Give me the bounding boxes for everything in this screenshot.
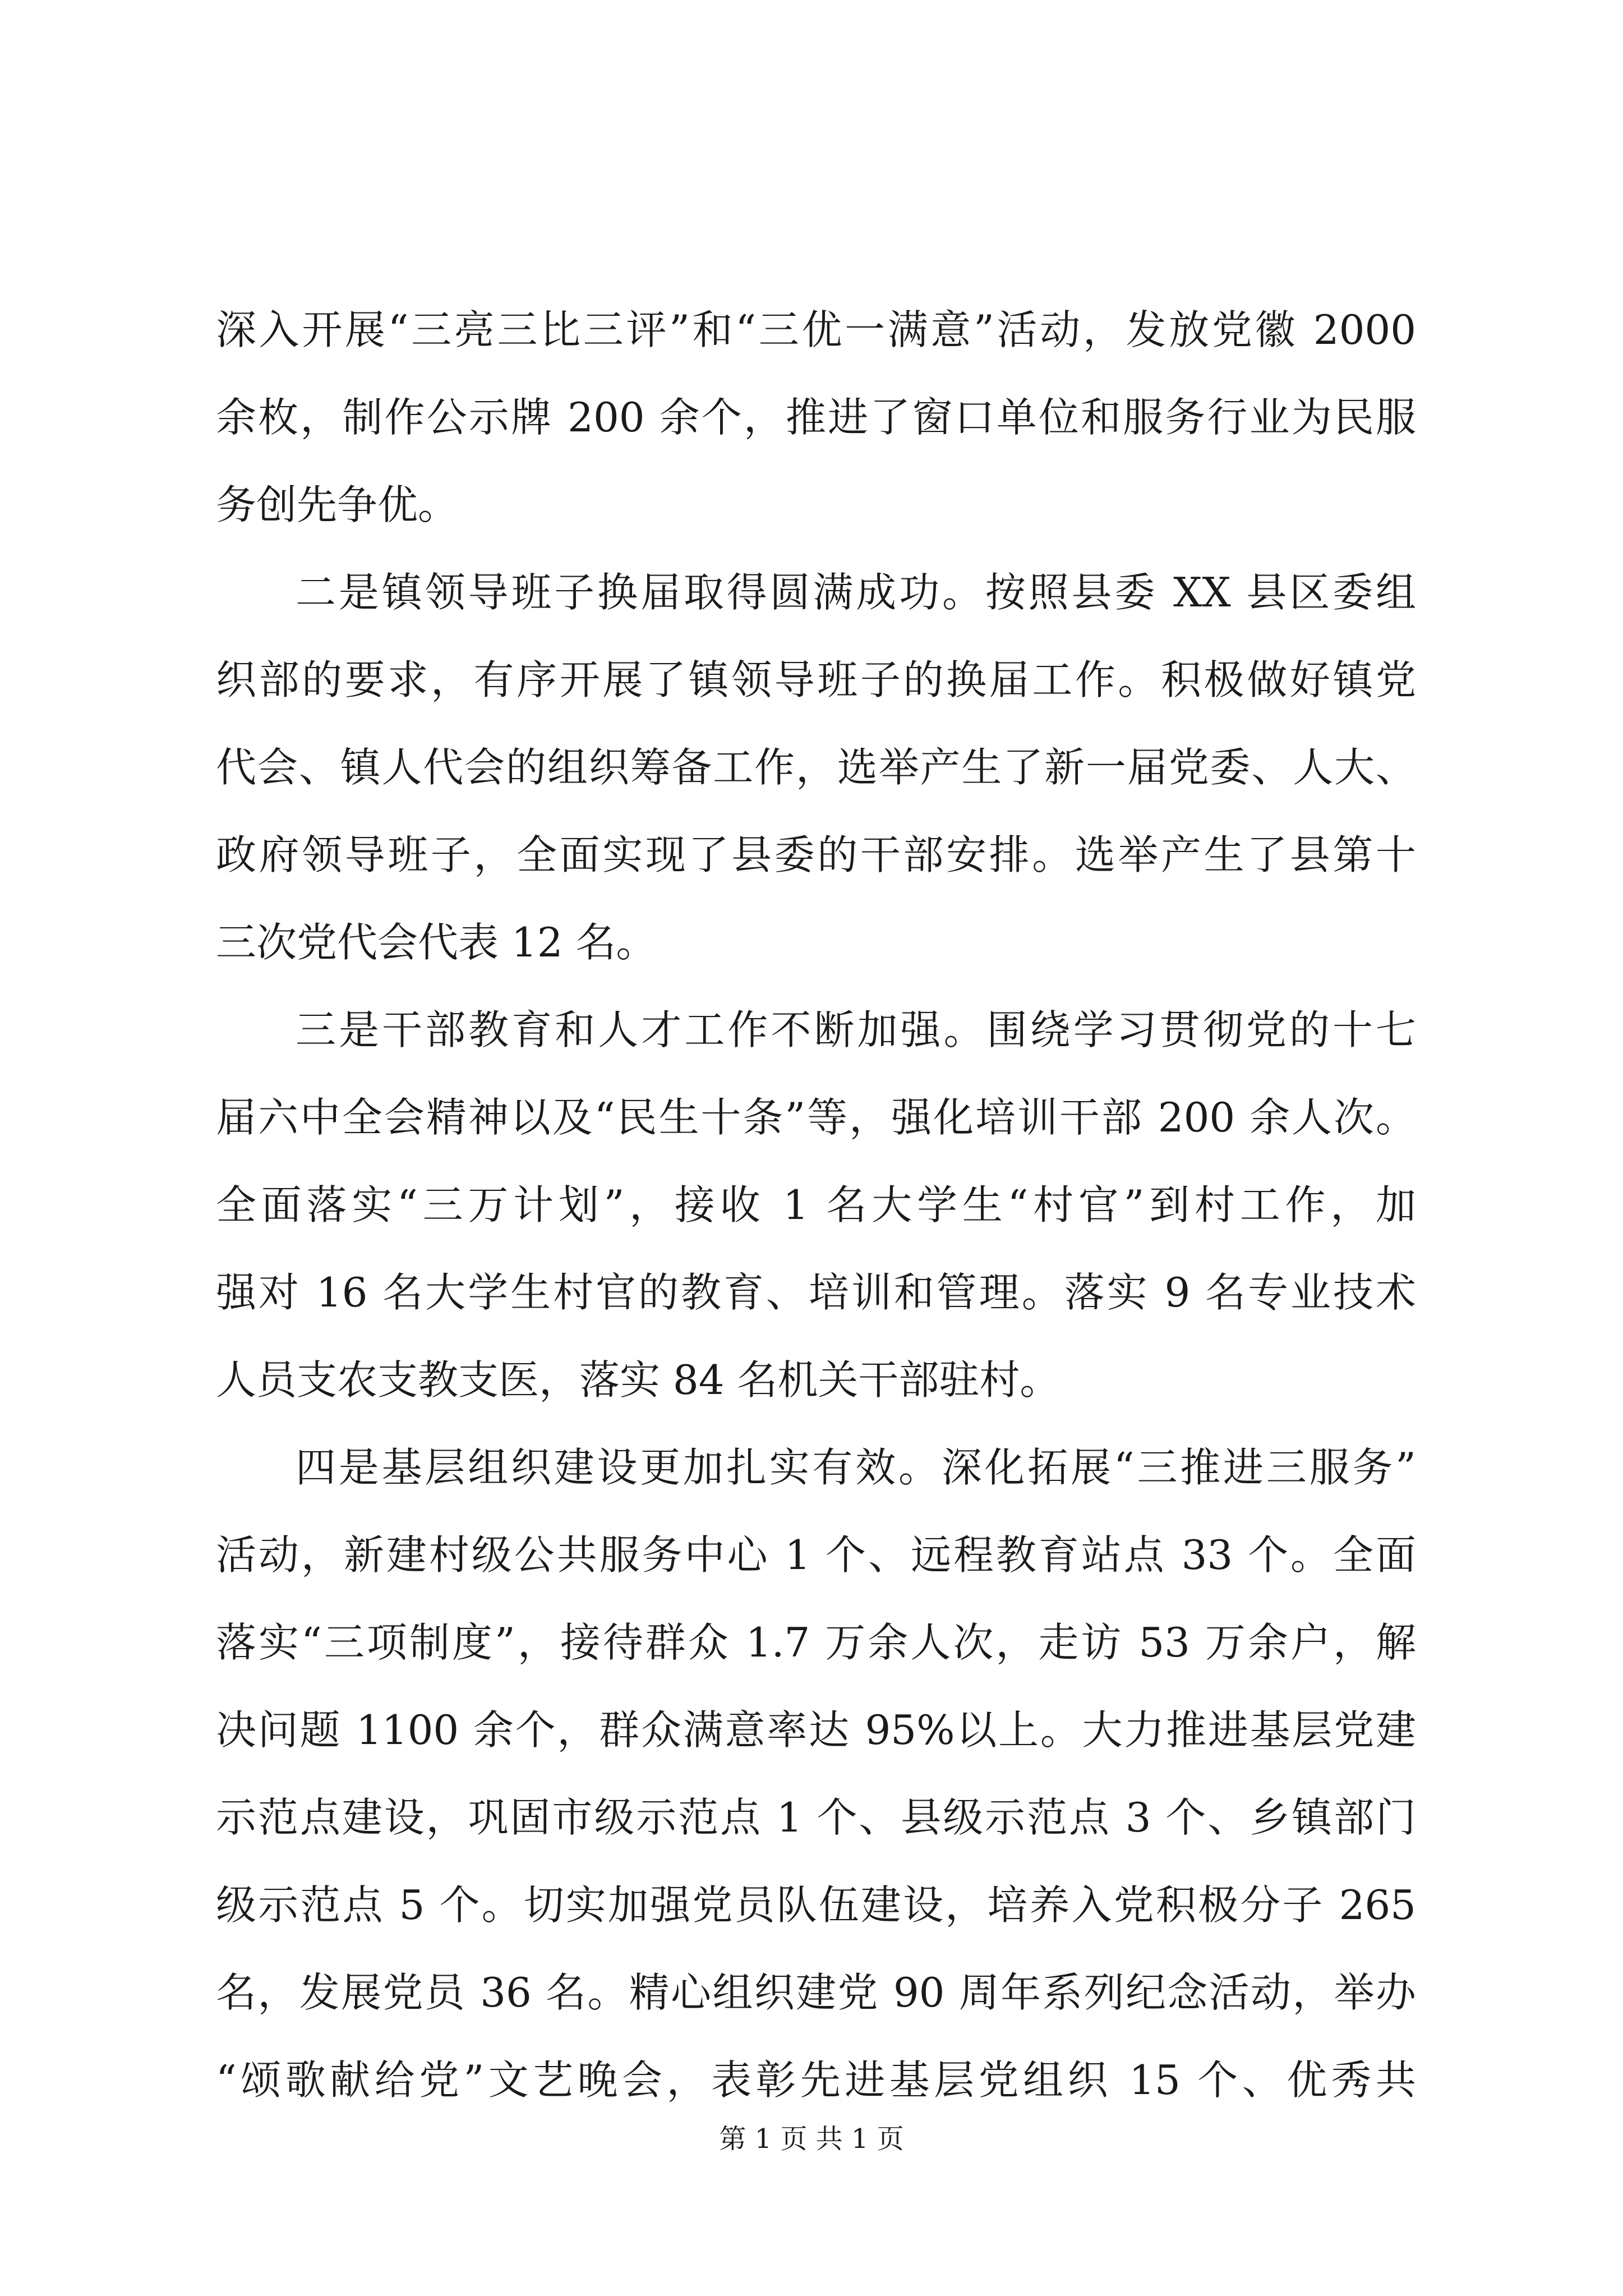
text-line: 届六中全会精神以及“民生十条”等，强化培训干部 200 余人次。 (216, 1094, 1416, 1141)
text-line: 活动，新建村级公共服务中心 1 个、远程教育站点 33 个。全面 (216, 1531, 1416, 1579)
text-line: 织部的要求，有序开展了镇领导班子的换届工作。积极做好镇党 (216, 656, 1416, 703)
text-line: 余枚，制作公示牌 200 余个，推进了窗口单位和服务行业为民服 (216, 394, 1416, 441)
text-line: 人员支农支教支医，落实 84 名机关干部驻村。 (216, 1356, 1061, 1404)
paragraph-first-line: 四是基层组织建设更加扎实有效。深化拓展“三推进三服务” (296, 1444, 1416, 1491)
page-number-footer: 第 1 页 共 1 页 (719, 2123, 904, 2155)
text-line: 决问题 1100 余个，群众满意率达 95%以上。大力推进基层党建 (216, 1706, 1416, 1754)
text-line: “颂歌献给党”文艺晚会，表彰先进基层党组织 15 个、优秀共 (216, 2056, 1416, 2104)
paragraph-first-line: 二是镇领导班子换届取得圆满成功。按照县委 XX 县区委组 (296, 569, 1416, 616)
text-line: 强对 16 名大学生村官的教育、培训和管理。落实 9 名专业技术 (216, 1269, 1416, 1316)
text-line: 名，发展党员 36 名。精心组织建党 90 周年系列纪念活动，举办 (216, 1969, 1416, 2016)
paragraph-first-line: 三是干部教育和人才工作不断加强。围绕学习贯彻党的十七 (296, 1006, 1416, 1053)
text-line: 代会、镇人代会的组织筹备工作，选举产生了新一届党委、人大、 (216, 744, 1416, 791)
text-line: 务创先争优。 (216, 481, 459, 528)
text-line: 三次党代会代表 12 名。 (216, 919, 657, 966)
text-line: 全面落实“三万计划”，接收 1 名大学生“村官”到村工作，加 (216, 1181, 1416, 1228)
text-line: 落实“三项制度”，接待群众 1.7 万余人次，走访 53 万余户，解 (216, 1619, 1416, 1666)
text-line: 政府领导班子，全面实现了县委的干部安排。选举产生了县第十 (216, 831, 1416, 878)
text-line: 示范点建设，巩固市级示范点 1 个、县级示范点 3 个、乡镇部门 (216, 1794, 1416, 1841)
text-line: 级示范点 5 个。切实加强党员队伍建设，培养入党积极分子 265 (216, 1881, 1416, 1929)
body-text (216, 286, 1416, 2124)
text-line: 深入开展“三亮三比三评”和“三优一满意”活动，发放党徽 2000 (216, 306, 1416, 353)
